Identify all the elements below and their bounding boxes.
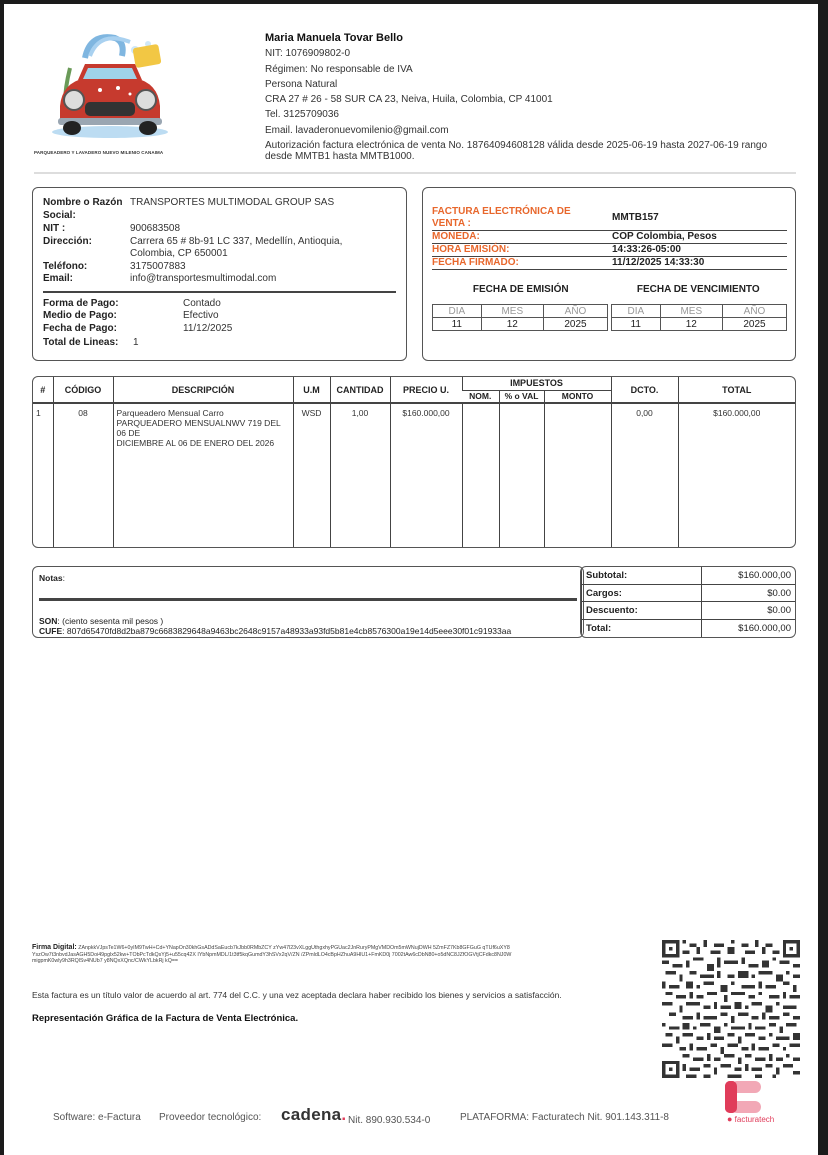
client-email: info@transportesmultimodal.com: [130, 273, 277, 284]
row-total: $160.000,00: [678, 403, 795, 547]
charges-row: [582, 584, 796, 602]
col-tax-nom: NOM.: [462, 390, 499, 403]
col-quantity: CANTIDAD: [330, 377, 390, 403]
col-num: #: [33, 377, 53, 403]
col-tax-amount: MONTO: [544, 390, 611, 403]
facturatech-brand: ● facturatech: [727, 1114, 775, 1124]
total-row: [582, 620, 796, 637]
client-nit-label: NIT :: [43, 223, 66, 234]
col-tax-pct: % o VAL: [499, 390, 544, 403]
col-taxes: IMPUESTOS: [462, 377, 611, 390]
notes-box: [32, 566, 584, 638]
client-box: [32, 187, 407, 361]
provider-brand: [281, 1105, 346, 1125]
signed-date-row: [432, 257, 787, 270]
issuer-persona: Persona Natural: [265, 78, 338, 90]
digital-signature-value: ZAnpkkVJpsTe1W6+0yIM9TwH+Cd+YNapOn30khGsADdSaEucb7kJbb0RMbZCY zYw47l23vXLggUthgxhyPGUac2JnRuryPMgVMDOm5mWNujDWH 5ZmFZ7Kb8GFGuG qTUf6uXY8YszOw7t3nbvdJasAGH5Doi49pglx52kw+TObPcTdkQsYj5+u55cq42X IYbNpmMDL/1t3tf5kqGumdY3hSVx2qV/ZN /ZPmldLO4cBpHZhuA9HlU1+FmKD0j 7002tAw6cDbN80+o5dNC8JZfOGVtjCFdkc8NJ0WmigpmK0wly9h3RQlSv4NUb7 y8NQxXQnc/CWkYLbkRj kQ==: [32, 945, 512, 964]
payment-medio: Efectivo: [183, 310, 219, 321]
cadena-dot: .: [341, 1105, 347, 1124]
due-date-table: [611, 304, 787, 331]
issuer-phone: Tel. 3125709036: [265, 109, 339, 121]
payment-fecha-label: Fecha de Pago:: [43, 322, 117, 334]
digital-signature: [32, 945, 512, 965]
invoice-number-row: [432, 206, 787, 231]
discount-row: [582, 602, 796, 620]
payment-forma-label: Forma de Pago:: [43, 297, 119, 309]
col-code: CÓDIGO: [53, 377, 113, 403]
notes-row: Notas:: [39, 573, 65, 583]
row-tax-nom: [462, 403, 499, 547]
client-nit: 900683508: [130, 223, 181, 234]
emission-time-label: HORA EMISIÓN:: [432, 244, 510, 255]
amount-words-label: SON: [39, 615, 58, 626]
month-label: MES: [481, 305, 543, 318]
year-label: AÑO: [723, 305, 787, 318]
month-label: MES: [660, 305, 722, 318]
currency-row: [432, 231, 787, 244]
client-phone-label: Teléfono:: [43, 260, 88, 272]
total-label: Total:: [582, 620, 702, 637]
row-description-line2: PARQUEADERO MENSUALNWV 719 DEL 06 DE: [116, 418, 281, 438]
client-name-row: [43, 197, 396, 222]
total-lines-label: Total de Lineas:: [43, 337, 119, 348]
amount-words: : (ciento sesenta mil pesos ): [57, 615, 164, 626]
notes-divider: [39, 598, 577, 601]
row-unit-price: $160.000,00: [390, 403, 462, 547]
issuer-info: [265, 31, 795, 162]
col-total: TOTAL: [678, 377, 795, 403]
emission-month: 12: [481, 318, 543, 331]
payment-fecha-row: [43, 323, 396, 336]
client-name-label: Nombre o Razón Social:: [43, 197, 123, 221]
row-quantity: 1,00: [330, 403, 390, 547]
provider-nit: Nit. 890.930.534-0: [348, 1115, 431, 1126]
provider-label: Proveedor tecnológico:: [159, 1112, 262, 1123]
amount-words-row: [39, 616, 577, 626]
client-address-row: [43, 236, 396, 261]
issuer-email: Email. lavaderonuevomilenio@gmail.com: [265, 124, 449, 136]
client-email-label: Email:: [43, 273, 74, 284]
payment-medio-row: [43, 310, 396, 323]
software-label: Software: e-Factura: [53, 1112, 141, 1123]
row-description-line3: DICIEMBRE AL 06 DE ENERO DEL 2026: [116, 438, 275, 448]
invoice-number: MMTB157: [612, 212, 659, 223]
subtotal-label: Subtotal:: [582, 567, 702, 584]
issuer-nit: NIT: 1076909802-0: [265, 48, 351, 60]
emission-date-title: FECHA DE EMISIÓN: [472, 284, 569, 295]
currency: COP Colombia, Pesos: [612, 231, 717, 242]
cadena-logo: cadena: [281, 1105, 342, 1124]
total-lines: 1: [133, 337, 139, 348]
dates-tables: [432, 304, 787, 331]
currency-label: MONEDA:: [432, 231, 480, 242]
emission-day: 11: [433, 318, 482, 331]
emission-time-row: [432, 244, 787, 257]
invoice-number-label: FACTURA ELECTRÓNICA DE VENTA :: [432, 206, 571, 229]
cufe-row: [39, 626, 577, 636]
row-tax-pct: [499, 403, 544, 547]
due-year: 2025: [723, 318, 787, 331]
charges-label: Cargos:: [582, 584, 702, 602]
day-label: DIA: [433, 305, 482, 318]
day-label: DIA: [612, 305, 661, 318]
emission-date-table: [432, 304, 608, 331]
row-description-line1: Parqueadero Mensual Carro: [116, 408, 224, 418]
client-phone-row: [43, 261, 396, 274]
invoice-page: [4, 4, 818, 1155]
subtotal-value: $160.000,00: [702, 567, 796, 584]
client-email-row: [43, 273, 396, 286]
due-date-title: FECHA DE VENCIMIENTO: [636, 284, 760, 295]
row-num: 1: [36, 408, 41, 418]
emission-time: 14:33:26-05:00: [612, 244, 681, 255]
discount-label: Descuento:: [582, 602, 702, 620]
issuer-name: Maria Manuela Tovar Bello: [265, 32, 403, 44]
client-nit-row: [43, 223, 396, 236]
facturatech-name: facturatech: [734, 1115, 775, 1124]
row-description: [113, 403, 293, 547]
total-lines-row: [43, 337, 396, 350]
items-table: [32, 376, 796, 548]
payment-info: [43, 298, 396, 350]
signed-date: 11/12/2025 14:33:30: [612, 257, 705, 268]
col-um: U.M: [293, 377, 330, 403]
subtotal-row: [582, 567, 796, 584]
issuer-authorization: Autorización factura electrónica de venta No. 18764094608128 válida desde 2025-06-19 hasta 2027-06-19 rango desde MMTB1 hasta MMTB1000.: [265, 140, 768, 163]
issuer-regimen: Régimen: No responsable de IVA: [265, 63, 413, 75]
row-discount: 0,00: [611, 403, 678, 547]
payment-medio-label: Medio de Pago:: [43, 310, 117, 321]
totals-box: [580, 566, 796, 638]
qr-code-icon: [661, 940, 801, 1078]
facturatech-logo-icon: [725, 1081, 765, 1113]
platform-label: PLATAFORMA: Facturatech Nit. 901.143.311-8: [460, 1112, 669, 1123]
due-month: 12: [660, 318, 722, 331]
client-name: TRANSPORTES MULTIMODAL GROUP SAS: [130, 197, 335, 208]
payment-fecha: 11/12/2025: [183, 322, 233, 334]
representation-text: Representación Gráfica de la Factura de Venta Electrónica.: [32, 1013, 299, 1024]
header-divider: [34, 172, 796, 174]
cufe: : 807d65470fd8d2ba879c6683829648a9463bc2648c9157a48933a93fd5b81e4cb8576300a19e14d5eee30f01c91933aa: [62, 625, 512, 636]
car-wash-logo-icon: [30, 28, 190, 148]
client-address-label: Dirección:: [43, 235, 92, 247]
col-unit-price: PRECIO U.: [390, 377, 462, 403]
notes-label: Notas: [39, 573, 63, 583]
col-discount: DCTO.: [611, 377, 678, 403]
total-value: $160.000,00: [702, 620, 796, 637]
discount-value: $0.00: [702, 602, 796, 620]
company-logo: [30, 28, 190, 155]
cufe-label: CUFE: [39, 625, 63, 636]
client-address: Carrera 65 # 8b-91 LC 337, Medellín, Antioquia, Colombia, CP 650001: [130, 235, 343, 259]
dates-header: [432, 284, 787, 295]
charges-value: $0.00: [702, 584, 796, 602]
digital-signature-label: Firma Digital:: [32, 944, 77, 951]
signed-date-label: FECHA FIRMADO:: [432, 257, 519, 268]
client-phone: 3175007883: [130, 260, 186, 272]
table-row: [33, 403, 795, 547]
row-tax-amount: [544, 403, 611, 547]
invoice-box: [422, 187, 796, 361]
legal-text: Esta factura es un título valor de acuerdo al art. 774 del C.C. y una vez aceptada declara haber recibido los bienes y servicios a satisfacción.: [32, 990, 562, 1000]
payment-forma-row: [43, 298, 396, 311]
due-day: 11: [612, 318, 661, 331]
client-divider: [43, 291, 396, 293]
row-um: WSD: [293, 403, 330, 547]
year-label: AÑO: [544, 305, 608, 318]
row-code: 08: [53, 403, 113, 547]
issuer-address: CRA 27 # 26 - 58 SUR CA 23, Neiva, Huila, Colombia, CP 41001: [265, 94, 553, 106]
col-description: DESCRIPCIÓN: [113, 377, 293, 403]
logo-caption: PARQUEADERO Y LAVADERO NUEVO MILENIO CANAIMA: [34, 150, 164, 155]
payment-forma: Contado: [183, 297, 221, 309]
emission-year: 2025: [544, 318, 608, 331]
